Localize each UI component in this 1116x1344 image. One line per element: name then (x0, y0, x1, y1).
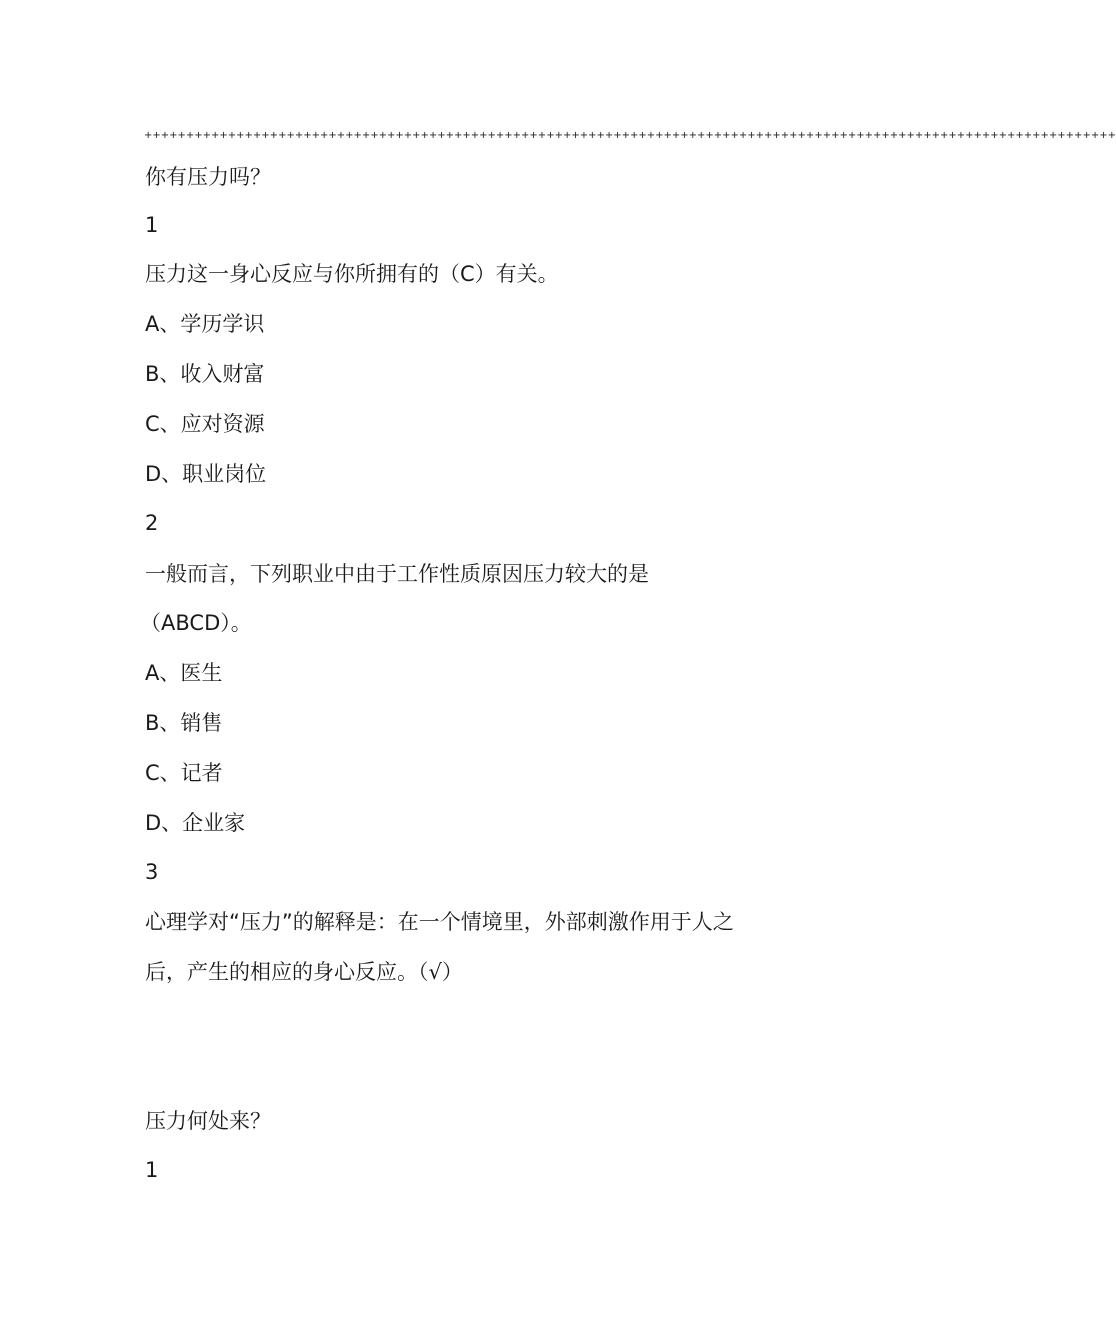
question-text-line2: （ABCD）。 (140, 611, 252, 635)
question-text: 压力这一身心反应与你所拥有的（C）有关。 (145, 262, 559, 286)
option-d: D、职业岗位 (145, 462, 267, 486)
question-number: 3 (145, 860, 159, 884)
section-title: 压力何处来？ (145, 1109, 271, 1133)
option-a: A、医生 (145, 661, 223, 685)
question-text-line2: 后，产生的相应的身心反应。（√） (145, 960, 463, 984)
plus-separator-line: ++++++++++++++++++++++++++++++++++++++++++++++++++++++++++++++++++++++++++++++++++++++++++++++++++++++++++++++++++++ (144, 130, 1116, 141)
question-number: 1 (145, 1158, 159, 1182)
option-c: C、应对资源 (145, 412, 265, 436)
option-b: B、收入财富 (145, 362, 265, 386)
section-title: 你有压力吗？ (145, 165, 271, 189)
option-a: A、学历学识 (145, 312, 265, 336)
option-d: D、企业家 (145, 811, 246, 835)
question-number: 1 (145, 213, 159, 237)
question-text-line1: 心理学对“压力”的解释是：在一个情境里，外部刺激作用于人之 (145, 910, 734, 934)
option-b: B、销售 (145, 711, 223, 735)
option-c: C、记者 (145, 761, 223, 785)
question-number: 2 (145, 511, 159, 535)
question-text-line1: 一般而言，下列职业中由于工作性质原因压力较大的是 (145, 562, 649, 586)
